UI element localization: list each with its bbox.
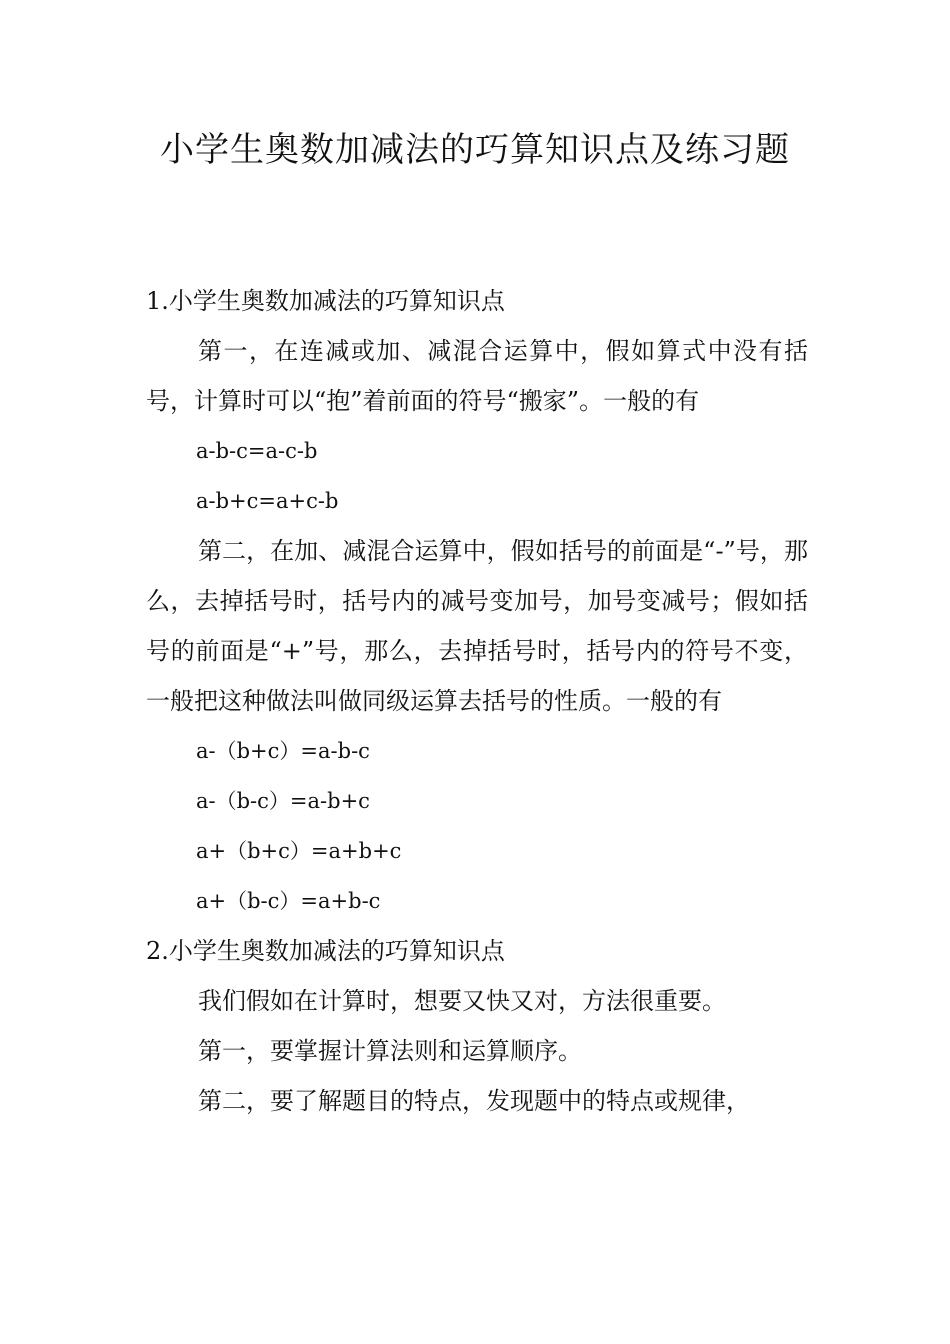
formula-line: a-b+c=a+c-b xyxy=(196,489,339,513)
formula-line: a-（b+c）=a-b-c xyxy=(196,739,370,763)
document-body xyxy=(146,276,808,1126)
section-1-heading: 1.小学生奥数加减法的巧算知识点 xyxy=(146,287,505,315)
section-2-paragraph-1: 我们假如在计算时，想要又快又对，方法很重要。 xyxy=(198,987,726,1015)
section-2-paragraph-3: 第二，要了解题目的特点，发现题中的特点或规律， xyxy=(198,1087,750,1115)
document-title: 小学生奥数加减法的巧算知识点及练习题 xyxy=(160,130,790,170)
formula-line: a+（b+c）=a+b+c xyxy=(196,839,402,863)
formula-line: a-b-c=a-c-b xyxy=(196,439,318,463)
formula-line: a+（b-c）=a+b-c xyxy=(196,889,381,913)
section-2-heading: 2.小学生奥数加减法的巧算知识点 xyxy=(146,937,505,965)
section-1-paragraph-2: 第二，在加、减混合运算中，假如括号的前面是“-”号，那么，去掉括号时，括号内的减号变加号，加号变减号；假如括号的前面是“+”号，那么，去掉括号时，括号内的符号不变，一般把这种做法叫做同级运算去括号的性质。一般的有 xyxy=(146,537,808,715)
section-2-paragraph-2: 第一，要掌握计算法则和运算顺序。 xyxy=(198,1037,582,1065)
formula-line: a-（b-c）=a-b+c xyxy=(196,789,370,813)
section-1-paragraph-1: 第一，在连减或加、减混合运算中，假如算式中没有括号，计算时可以“抱”着前面的符号“搬家”。一般的有 xyxy=(146,337,808,415)
